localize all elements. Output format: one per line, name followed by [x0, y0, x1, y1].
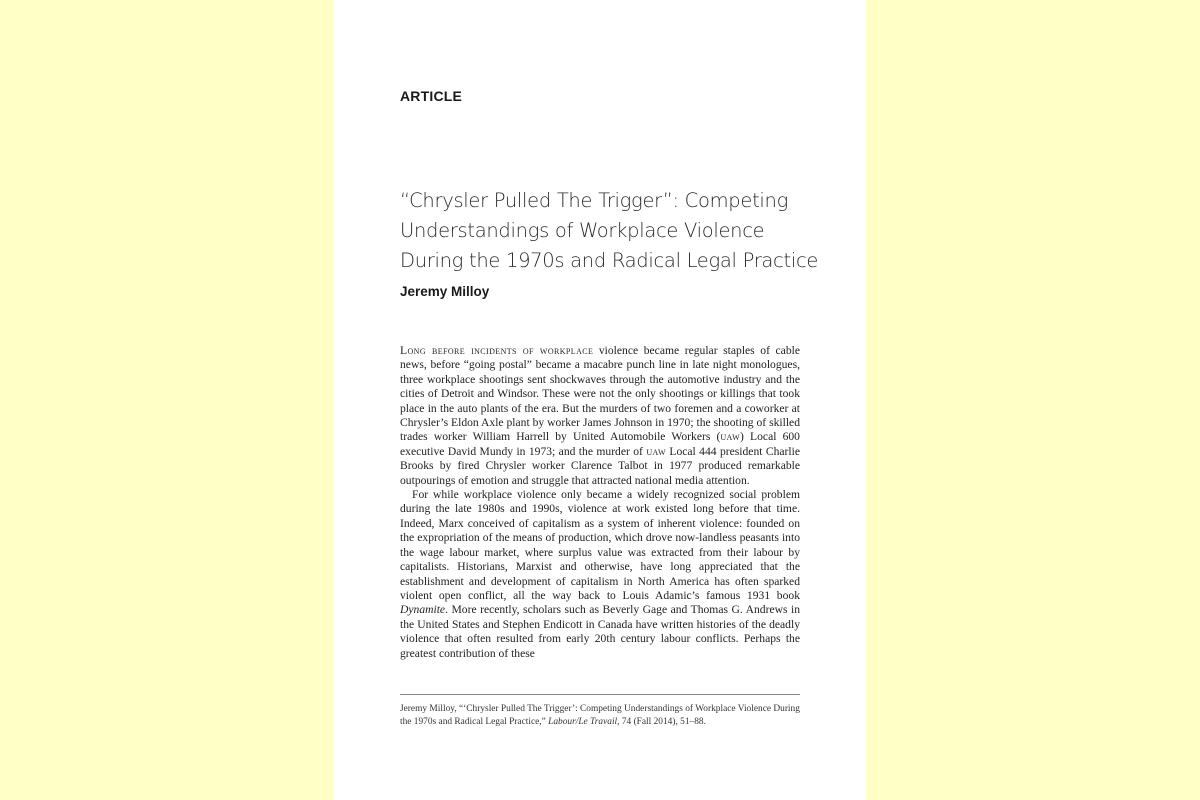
paragraph-1	[400, 344, 800, 488]
footnote-divider	[400, 694, 800, 695]
paragraph-1-text-mid: ) Local 600 executive David Mundy in 1973; and the murder of	[400, 430, 800, 458]
paragraph-2-text: For while workplace violence only became a widely recognized social problem during the late 1980s and 1990s, violence at work existed long before that time. Indeed, Marx conceived of capitalism as a system of inherent violence: founded on the expropriation of the means of production, which drove now-landless peasants into the wage labour market, where surplus value was extracted from their labour by capitalists. Historians, Marxist and otherwise, have long appreciated that the establishment and development of capitalism in North America has often sparked violent open conflict, all the way back to Louis Adamic’s famous 1931 book	[400, 488, 800, 602]
citation-text: Jeremy Milloy, “‘Chrysler Pulled The Trigger’: Competing Understandings of Workplace Violence During the 1970s and Radical Legal Practice,”	[400, 704, 800, 727]
article-body	[400, 344, 800, 661]
citation-footnote	[400, 703, 800, 728]
lead-in-smallcaps: Long before incidents of workplace	[400, 344, 594, 357]
paragraph-2	[400, 488, 800, 661]
paragraph-1-text: violence became regular staples of cable news, before “going postal” became a macabre punch line in late night monologues, three workplace shootings sent shockwaves through the automotive industry and the cities of Detroit and Windsor. These were not the only shootings or killings that took place in the auto plants of the era. But the murders of two foremen and a coworker at Chrysler’s Eldon Axle plant by worker James Johnson in 1970; the shooting of skilled trades worker William Harrell by United Automobile Workers (	[400, 344, 800, 444]
article-title: “Chrysler Pulled The Trigger”: Competing Understandings of Workplace Violence During the 1970s and Radical Legal Practice	[400, 189, 819, 272]
book-title: Dynamite	[400, 603, 446, 617]
paragraph-2-text-end: . More recently, scholars such as Beverly Gage and Thomas G. Andrews in the United States and Stephen Endicott in Canada have written histories of the deadly violence that often resulted from early 20th century labour conflicts. Perhaps the greatest contribution of these	[400, 603, 800, 660]
uaw-acronym: uaw	[720, 430, 741, 444]
section-label: ARTICLE	[400, 88, 463, 104]
citation-text-end: , 74 (Fall 2014), 51–88.	[617, 716, 706, 727]
article-page	[334, 0, 866, 800]
author-name: Jeremy Milloy	[400, 284, 490, 299]
paragraph-1-text-end: Local 444 president Charlie Brooks by fired Chrysler worker Clarence Talbot in 1977 produced remarkable outpourings of emotion and struggle that attracted national media attention.	[400, 444, 800, 487]
journal-name: Labour/Le Travail	[548, 716, 618, 727]
uaw-acronym: uaw	[646, 444, 666, 458]
